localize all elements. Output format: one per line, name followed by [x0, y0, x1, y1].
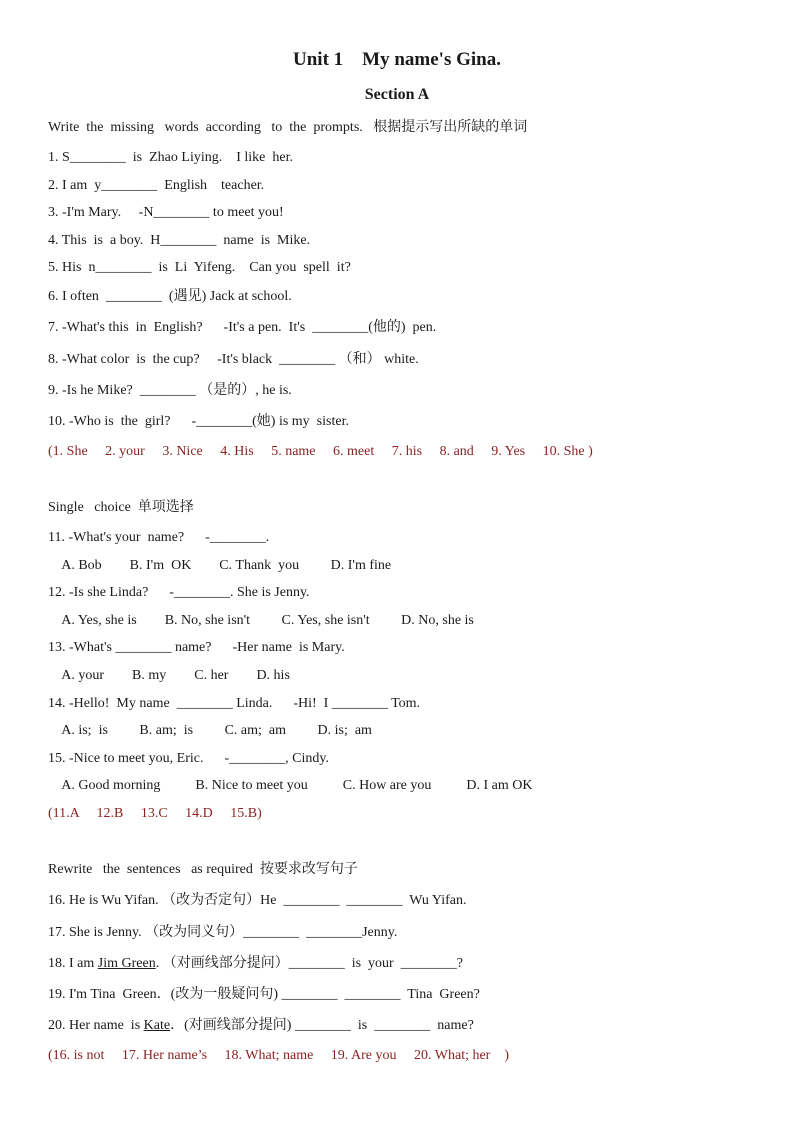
question-20 [48, 1017, 474, 1035]
question-18-pre: 18. I am [48, 956, 98, 971]
question-2: 2. I am y________ English teacher. [48, 178, 265, 193]
question-7: 7. -What's this in English? -It's a pen. It's ________(他的) pen. [48, 320, 437, 335]
question-16: 16. He is Wu Yifan. （改为否定句）He ________ ________ Wu Yifan. [48, 893, 467, 908]
section1-heading: Write the missing words according to the prompts. 根据提示写出所缺的单词 [48, 120, 528, 135]
question-18-post: . （对画线部分提问）________ is your ________? [155, 956, 463, 971]
section3-answer-key: (16. is not 17. Her name’s 18. What; name 19. Are you 20. What; her ) [48, 1048, 510, 1063]
question-8: 8. -What color is the cup? -It's black ________ （和） white. [48, 352, 419, 367]
section1-answer-key: (1. She 2. your 3. Nice 4. His 5. name 6. meet 7. his 8. and 9. Yes 10. She ) [48, 444, 593, 459]
question-10: 10. -Who is the girl? -________(她) is my sister. [48, 414, 349, 429]
section3-heading: Rewrite the sentences as required 按要求改写句子 [48, 862, 358, 877]
section-subtitle: Section A [364, 86, 430, 103]
question-19: 19. I'm Tina Green．(改为一般疑问句) ________ ________ Tina Green? [48, 987, 480, 1002]
question-9: 9. -Is he Mike? ________ （是的）, he is. [48, 383, 292, 398]
question-14-options: A. is; is B. am; is C. am; am D. is; am [48, 723, 372, 738]
question-18 [48, 955, 463, 973]
question-13-options: A. your B. my C. her D. his [48, 668, 290, 683]
question-6: 6. I often ________ (遇见) Jack at school. [48, 289, 292, 304]
page-title: Unit 1 My name's Gina. [293, 49, 501, 70]
question-20-post: ．(对画线部分提问) ________ is ________ name? [170, 1018, 474, 1033]
question-20-pre: 20. Her name is [48, 1018, 144, 1033]
question-15: 15. -Nice to meet you, Eric. -________, Cindy. [48, 751, 329, 766]
question-20-underlined: Kate [143, 1018, 171, 1033]
question-18-underlined: Jim Green [97, 956, 156, 971]
section2-answer-key: (11.A 12.B 13.C 14.D 15.B) [48, 806, 262, 821]
question-12-options: A. Yes, she is B. No, she isn't C. Yes, she isn't D. No, she is [48, 613, 474, 628]
section2-heading: Single choice 单项选择 [48, 500, 194, 515]
question-4: 4. This is a boy. H________ name is Mike. [48, 233, 311, 248]
question-5: 5. His n________ is Li Yifeng. Can you spell it? [48, 260, 351, 275]
question-3: 3. -I'm Mary. -N________ to meet you! [48, 205, 284, 220]
question-17: 17. She is Jenny. （改为同义句）________ ________Jenny. [48, 925, 398, 940]
question-12: 12. -Is she Linda? -________. She is Jenny. [48, 585, 310, 600]
question-13: 13. -What's ________ name? -Her name is Mary. [48, 640, 345, 655]
question-11: 11. -What's your name? -________. [48, 530, 270, 545]
question-14: 14. -Hello! My name ________ Linda. -Hi! I ________ Tom. [48, 696, 421, 711]
question-15-options: A. Good morning B. Nice to meet you C. How are you D. I am OK [48, 778, 533, 793]
question-1: 1. S________ is Zhao Liying. I like her. [48, 150, 293, 165]
question-11-options: A. Bob B. I'm OK C. Thank you D. I'm fine [48, 558, 392, 573]
